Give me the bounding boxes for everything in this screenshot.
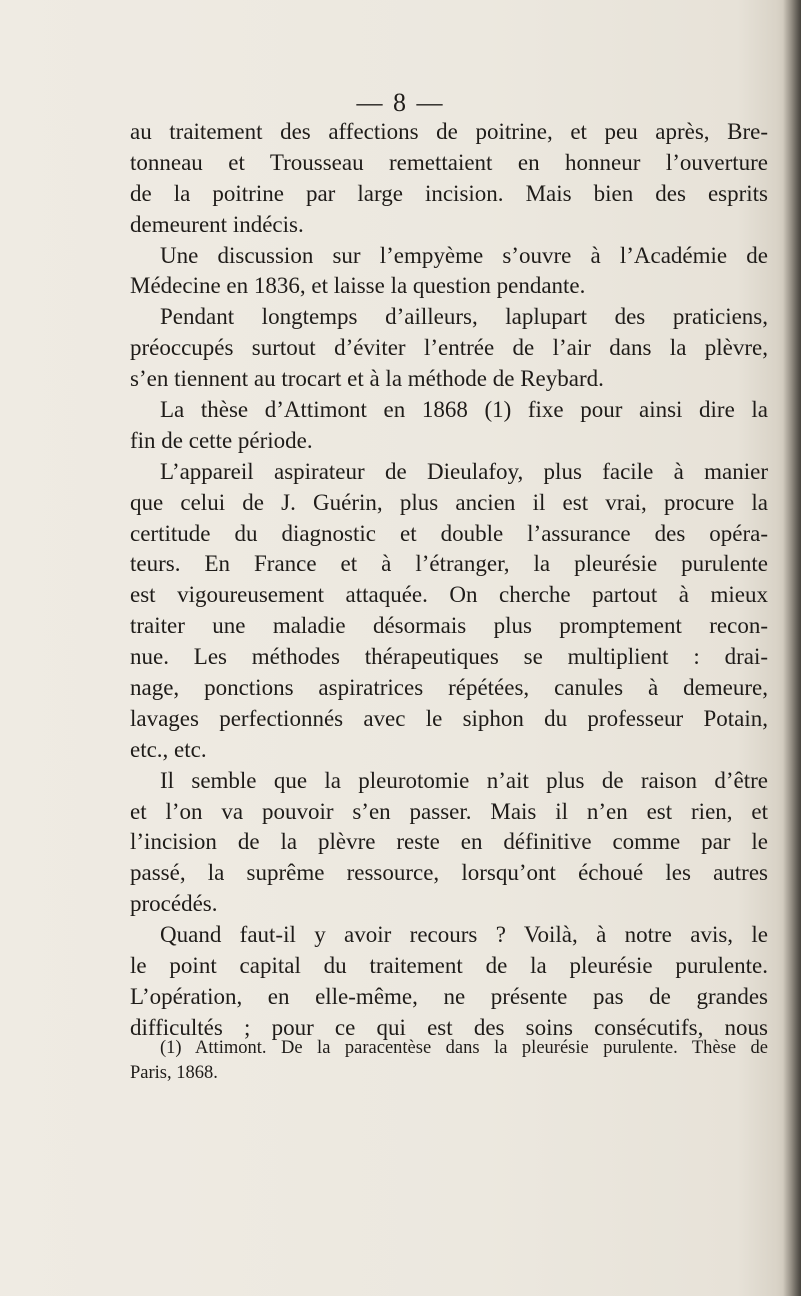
body-line: que celui de J. Guérin, plus ancien il est vrai, procure la (130, 489, 768, 515)
body-line: traiter une maladie désormais plus promptement recon- (130, 613, 768, 639)
body-line: Quand faut-il y avoir recours ? Voilà, à notre avis, le (160, 922, 768, 948)
body-line: au traitement des affections de poitrine, et peu après, Bre- (130, 119, 768, 144)
body-line: de la poitrine par large incision. Mais bien des esprits (130, 180, 768, 206)
body-line: difficultés ; pour ce qui est des soins consécutifs, nous (130, 1014, 768, 1040)
footnote (130, 1036, 768, 1086)
body-line: Il semble que la pleurotomie n’ait plus de raison d’être (160, 767, 768, 793)
body-line: procédés. (130, 891, 218, 917)
body-line: s’en tiennent au trocart et à la méthode de Reybard. (130, 366, 604, 392)
body-line: le point capital du traitement de la pleurésie purulente. (130, 953, 768, 979)
body-line: passé, la suprême ressource, lorsqu’ont échoué les autres (130, 860, 768, 886)
body-line: lavages perfectionnés avec le siphon du professeur Potain, (130, 705, 768, 731)
body-line: Une discussion sur l’empyème s’ouvre à l’Académie de (160, 242, 768, 268)
footnote-line: (1) Attimont. De la paracentèse dans la pleurésie purulente. Thèse de (160, 1038, 768, 1058)
body-line: Médecine en 1836, et laisse la question pendante. (130, 273, 586, 299)
body-line: fin de cette période. (130, 427, 313, 453)
page-number: — 8 — (356, 88, 445, 117)
body-line: L’appareil aspirateur de Dieulafoy, plus facile à manier (160, 458, 768, 484)
body-line: nue. Les méthodes thérapeutiques se multiplient : drai- (130, 644, 768, 670)
body-line: préoccupés surtout d’éviter l’entrée de l’air dans la plèvre, (130, 335, 768, 361)
body-line: certitude du diagnostic et double l’assurance des opéra- (130, 520, 768, 546)
body-text (130, 117, 768, 1044)
body-line: demeurent indécis. (130, 211, 304, 237)
body-line: tonneau et Trousseau remettaient en honneur l’ouverture (130, 149, 768, 175)
page-binding-shadow (783, 0, 801, 1296)
footnote-line: Paris, 1868. (130, 1063, 218, 1083)
body-line: teurs. En France et à l’étranger, la pleurésie purulente (130, 551, 768, 577)
body-line: est vigoureusement attaquée. On cherche partout à mieux (130, 582, 768, 608)
body-line: La thèse d’Attimont en 1868 (1) fixe pour ainsi dire la (160, 397, 768, 423)
body-line: L’opération, en elle-même, ne présente pas de grandes (130, 983, 768, 1009)
body-line: l’incision de la plèvre reste en définitive comme par le (130, 829, 768, 855)
body-line: Pendant longtemps d’ailleurs, laplupart des praticiens, (160, 304, 768, 330)
body-line: nage, ponctions aspiratrices répétées, canules à demeure, (130, 675, 768, 701)
body-line: et l’on va pouvoir s’en passer. Mais il n’en est rien, et (130, 798, 768, 824)
body-line: etc., etc. (130, 736, 207, 762)
